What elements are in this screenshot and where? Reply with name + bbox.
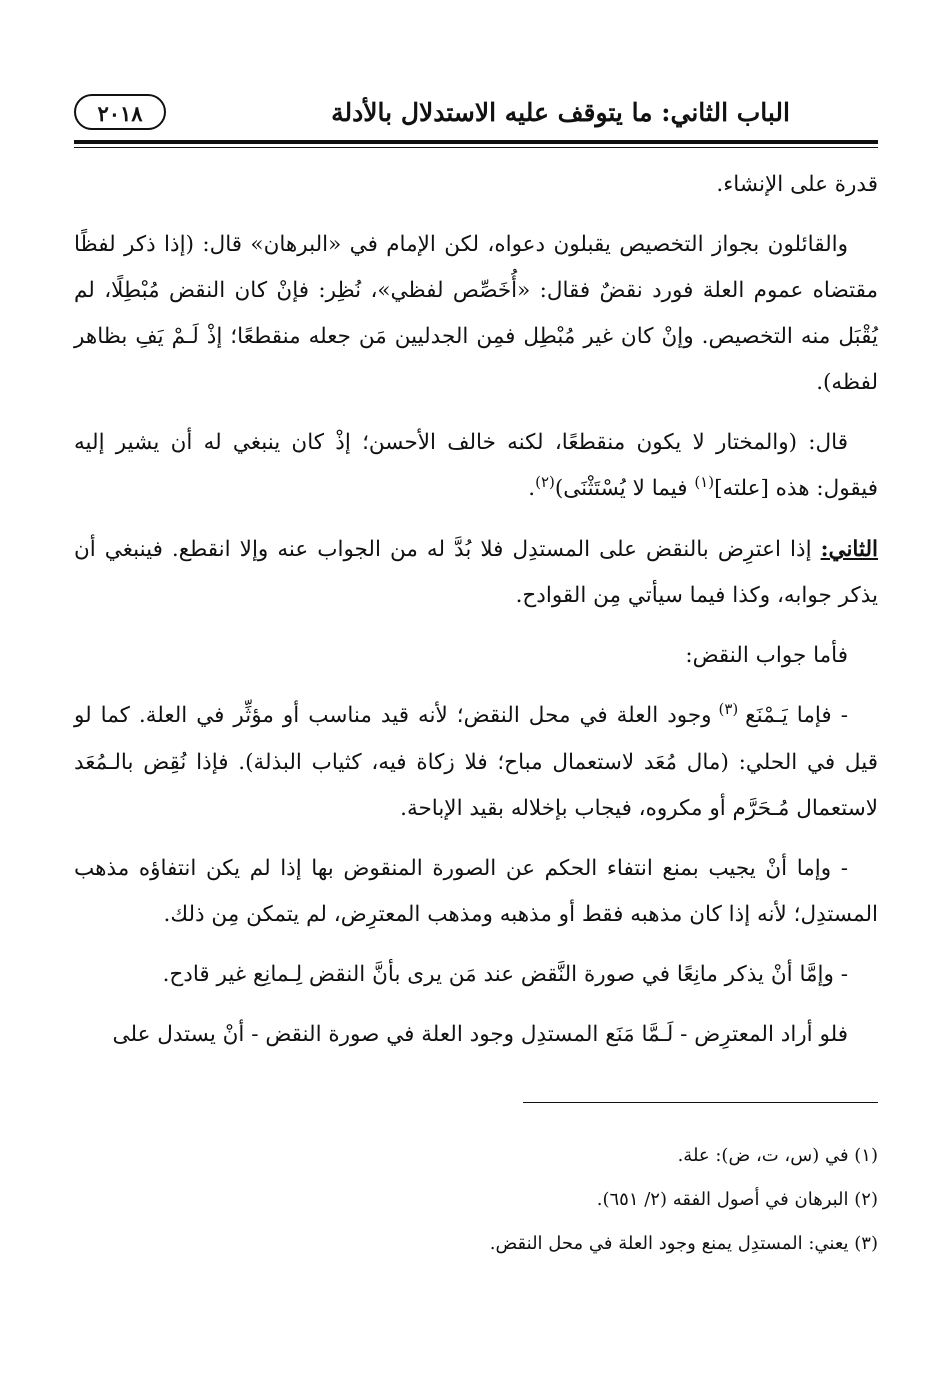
- paragraph-6-text-a: - فإما يَـمْنَع: [745, 703, 848, 728]
- paragraph-3-text-a: قال: (والمختار لا يكون منقطعًا، لكنه خالف الأحسن؛ إذْ كان ينبغي له أن يشير إليه فيقول: هذه [علته]: [74, 430, 878, 501]
- footnote-separator: [523, 1102, 878, 1103]
- paragraph-6-text-b: وجود العلة في محل النقض؛ لأنه قيد مناسب أو مؤثِّر في العلة. كما لو قيل في الحلي: (مال مُعَد لاستعمال مباح؛ فلا زكاة فيه، كثياب البذلة). فإذا نُقِض بالـمُعَد لاستعمال مُـحَرَّم أو مكروه، فيجاب بإخلاله بقيد الإباحة.: [74, 703, 878, 821]
- footnote-ref-1: (١): [694, 473, 715, 491]
- running-header: [74, 92, 878, 144]
- header-rule-thick: [74, 140, 878, 144]
- footnotes: [74, 1134, 878, 1266]
- paragraph-4: [74, 527, 878, 619]
- paragraph-4-text: إذا اعترِض بالنقض على المستدِل فلا بُدَّ له من الجواب عنه وإلا انقطع. فينبغي أن يذكر جوابه، وكذا فيما سيأتي مِن القوادح.: [74, 537, 878, 608]
- section-label-second: الثاني:: [820, 537, 878, 562]
- paragraph-5: فأما جواب النقض:: [685, 643, 848, 668]
- main-text: [74, 162, 878, 1072]
- paragraph-3-text-c: .: [528, 476, 536, 501]
- footnote-3: (٣) يعني: المستدِل يمنع وجود العلة في محل النقض.: [489, 1233, 878, 1254]
- footnote-1: (١) في (س، ت، ض): علة.: [677, 1145, 878, 1166]
- paragraph-2: والقائلون بجواز التخصيص يقبلون دعواه، لكن الإمام في «البرهان» قال: (إذا ذكر لفظًا مقتضاه عموم العلة فورد نقضٌ فقال: «أُخَصِّص لفظي»، نُظِر: فإنْ كان النقض مُبْطِلًا، لم يُقْبَل منه التخصيص. وإنْ كان غير مُبْطِل فمِن الجدليين مَن جعله منقطعًا؛ إذْ لَـمْ يَفِ بظاهر لفظه).: [74, 232, 878, 395]
- footnote-ref-3: (٣): [711, 700, 746, 718]
- paragraph-3-text-b: فيما لا يُسْتَثْنَى): [554, 476, 695, 501]
- paragraph-7: - وإما أنْ يجيب بمنع انتفاء الحكم عن الصورة المنقوض بها إذا لم يكن انتفاؤه مذهب المستدِل؛ لأنه إذا كان مذهبه فقط أو مذهبه ومذهب المعترِض، لم يتمكن مِن ذلك.: [74, 856, 878, 927]
- paragraph-1: قدرة على الإنشاء.: [716, 172, 878, 197]
- header-rule-thin: [74, 147, 878, 148]
- page-number: ٢٠١٨: [74, 94, 166, 130]
- paragraph-8: - وإمَّا أنْ يذكر مانِعًا في صورة النَّقض عند مَن يرى بأنَّ النقض لِـمانِع غير قادح.: [162, 962, 848, 987]
- footnote-2: (٢) البرهان في أصول الفقه (٢/ ٦٥١).: [596, 1189, 878, 1210]
- paragraph-6: [74, 693, 878, 832]
- chapter-title: الباب الثاني: ما يتوقف عليه الاستدلال بالأدلة: [331, 98, 790, 127]
- paragraph-3: [74, 420, 878, 513]
- footnote-ref-2: (٢): [535, 473, 555, 491]
- paragraph-9: فلو أراد المعترِض - لَـمَّا مَنَع المستدِل وجود العلة في صورة النقض - أنْ يستدل على: [112, 1022, 848, 1047]
